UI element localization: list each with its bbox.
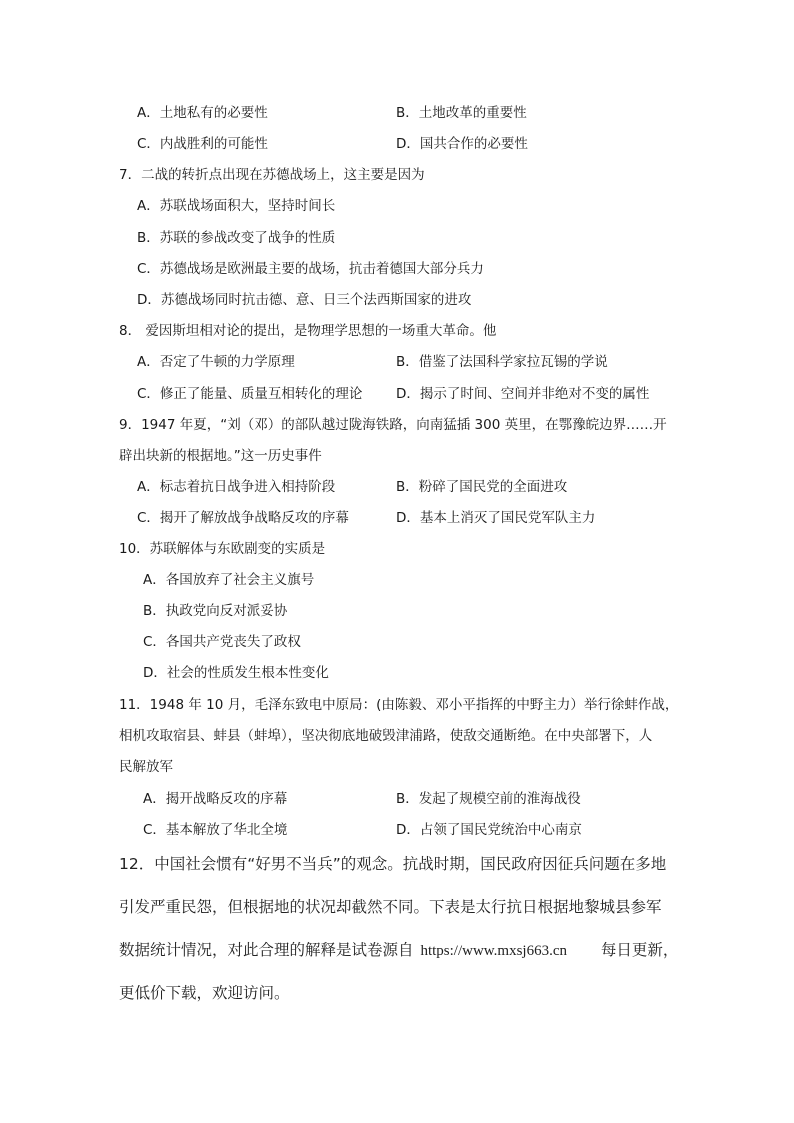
q10-option-c: C．各国共产党丧失了政权 (143, 634, 301, 650)
q12-line2: 引发严重民怨，但根据地的状况却截然不同。下表是太行抗日根据地黎城县参军 (119, 898, 662, 916)
q12-line3-text: 数据统计情况，对此合理的解释是试卷源自 (119, 941, 414, 959)
q6-option-b: B．土地改革的重要性 (396, 105, 527, 121)
q12-line3-suffix: 每日更新， (600, 941, 679, 959)
q7-option-d: D．苏德战场同时抗击德、意、日三个法西斯国家的进攻 (137, 292, 472, 308)
q8-option-d: D．揭示了时间、空间并非绝对不变的属性 (396, 386, 650, 402)
q8-option-b: B．借鉴了法国科学家拉瓦锡的学说 (396, 354, 608, 370)
q10-stem: 10．苏联解体与东欧剧变的实质是 (119, 541, 326, 557)
q8-option-a: A．否定了牛顿的力学原理 (137, 354, 295, 370)
q9-stem-line1: 9．1947 年夏，“刘（邓）的部队越过陇海铁路，向南猛插 300 英里，在鄂豫皖边界……开 (119, 417, 667, 433)
q12-line4: 更低价下载，欢迎访问。 (119, 984, 290, 1002)
q9-option-c: C．揭开了解放战争战略反攻的序幕 (137, 510, 349, 526)
q9-stem-line2: 辟出块新的根据地。”这一历史事件 (119, 448, 322, 464)
q6-option-d: D．国共合作的必要性 (396, 136, 528, 152)
q11-stem-line2: 相机攻取宿县、蚌县（蚌埠），坚决彻底地破毁津浦路，使敌交通断绝。在中央部署下，人 (119, 728, 653, 744)
q7-option-a: A．苏联战场面积大，坚持时间长 (137, 198, 336, 214)
q11-stem-line3: 民解放军 (119, 759, 173, 775)
q8-option-c: C．修正了能量、质量互相转化的理论 (137, 386, 363, 402)
q6-option-c: C．内战胜利的可能性 (137, 136, 268, 152)
q10-option-d: D．社会的性质发生根本性变化 (143, 665, 329, 681)
q7-option-b: B．苏联的参战改变了战争的性质 (137, 230, 336, 246)
q11-option-d: D．占领了国民党统治中心南京 (396, 822, 582, 838)
q8-stem: 8． 爱因斯坦相对论的提出，是物理学思想的一场重大革命。他 (119, 323, 497, 339)
q12-line3 (119, 939, 678, 962)
source-link[interactable]: https://www.mxsj663.cn (420, 943, 567, 959)
q11-option-a: A．揭开战略反攻的序幕 (143, 791, 288, 807)
q7-option-c: C．苏德战场是欧洲最主要的战场，抗击着德国大部分兵力 (137, 261, 484, 277)
q7-stem: 7．二战的转折点出现在苏德战场上，这主要是因为 (119, 167, 425, 183)
q10-option-b: B．执政党向反对派妥协 (143, 603, 288, 619)
q9-option-b: B．粉碎了国民党的全面进攻 (396, 479, 568, 495)
q12-line1: 12．中国社会惯有“好男不当兵”的观念。抗战时期，国民政府因征兵问题在多地 (119, 855, 667, 873)
q11-option-c: C．基本解放了华北全境 (143, 822, 288, 838)
q6-option-a: A．土地私有的必要性 (137, 105, 268, 121)
q11-stem-line1: 11．1948 年 10 月，毛泽东致电中原局：(由陈毅、邓小平指挥的中野主力）举行徐蚌作战， (119, 697, 679, 713)
q11-option-b: B．发起了规模空前的淮海战役 (396, 791, 581, 807)
q10-option-a: A．各国放弃了社会主义旗号 (143, 572, 315, 588)
q9-option-d: D．基本上消灭了国民党军队主力 (396, 510, 596, 526)
q9-option-a: A．标志着抗日战争进入相持阶段 (137, 479, 336, 495)
